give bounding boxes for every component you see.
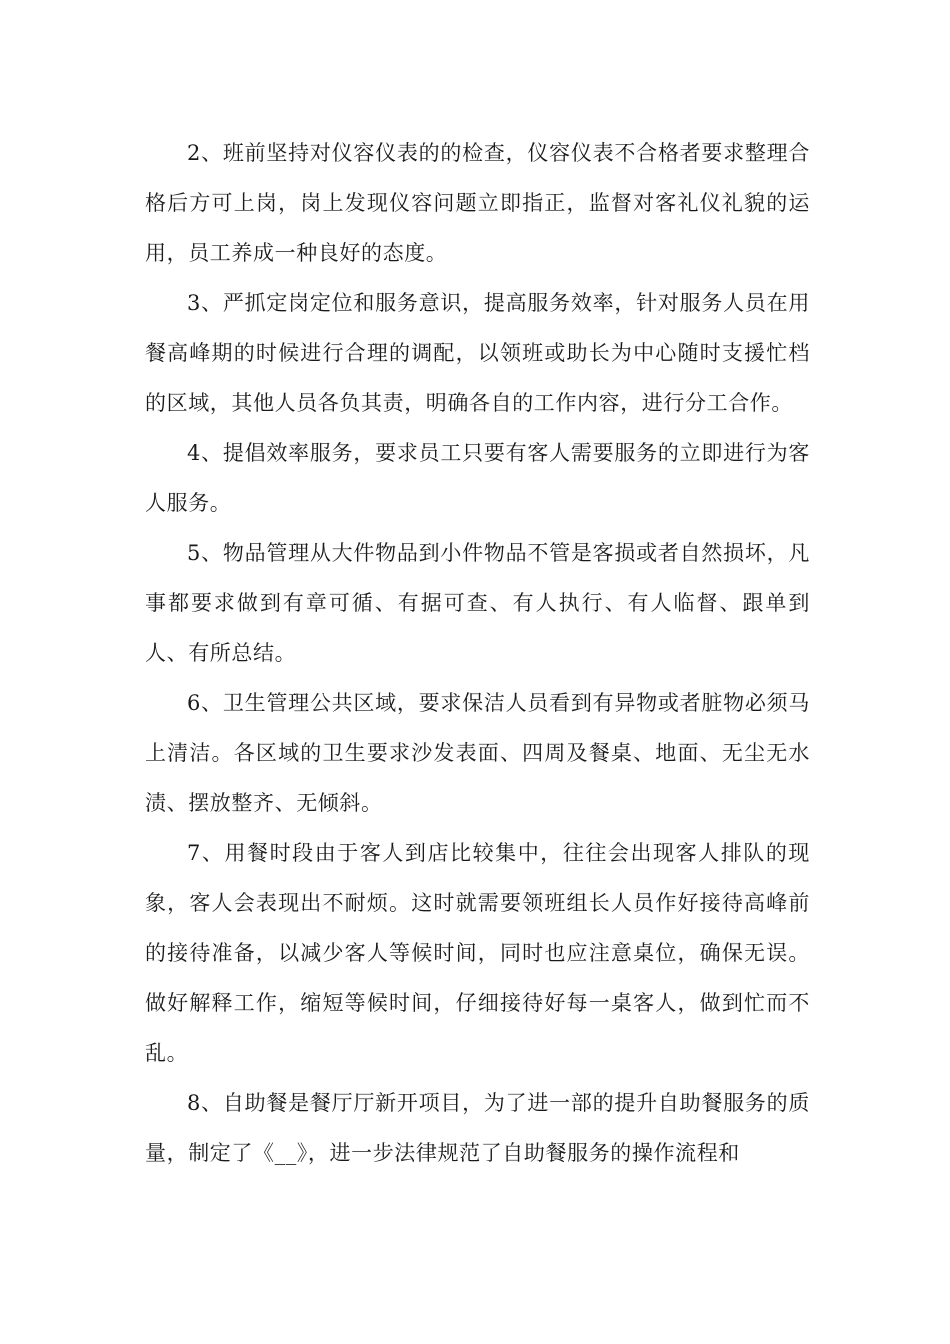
paragraph-item-6: 6、卫生管理公共区域，要求保洁人员看到有异物或者脏物必须马上清洁。各区域的卫生要求沙发表面、四周及餐桌、地面、无尘无水渍、摆放整齐、无倾斜。 — [145, 691, 810, 815]
paragraph-item-4: 4、提倡效率服务，要求员工只要有客人需要服务的立即进行为客人服务。 — [145, 441, 810, 515]
paragraph-item-3: 3、严抓定岗定位和服务意识，提高服务效率，针对服务人员在用餐高峰期的时候进行合理的调配，以领班或助长为中心随时支援忙档的区域，其他人员各负其责，明确各自的工作内容，进行分工合作。 — [145, 291, 810, 415]
document-body — [145, 128, 810, 1178]
paragraph-item-7: 7、用餐时段由于客人到店比较集中，往往会出现客人排队的现象，客人会表现出不耐烦。这时就需要领班组长人员作好接待高峰前的接待准备，以减少客人等候时间，同时也应注意桌位，确保无误。做好解释工作，缩短等候时间，仔细接待好每一桌客人，做到忙而不乱。 — [145, 841, 810, 1065]
paragraph-item-2: 2、班前坚持对仪容仪表的的检查，仪容仪表不合格者要求整理合格后方可上岗，岗上发现仪容问题立即指正，监督对客礼仪礼貌的运用，员工养成一种良好的态度。 — [145, 141, 810, 265]
paragraph-item-5: 5、物品管理从大件物品到小件物品不管是客损或者自然损坏，凡事都要求做到有章可循、有据可查、有人执行、有人临督、跟单到人、有所总结。 — [145, 541, 810, 665]
paragraph-item-8: 8、自助餐是餐厅厅新开项目，为了进一部的提升自助餐服务的质量，制定了《__》，进一步法律规范了自助餐服务的操作流程和 — [145, 1091, 810, 1165]
